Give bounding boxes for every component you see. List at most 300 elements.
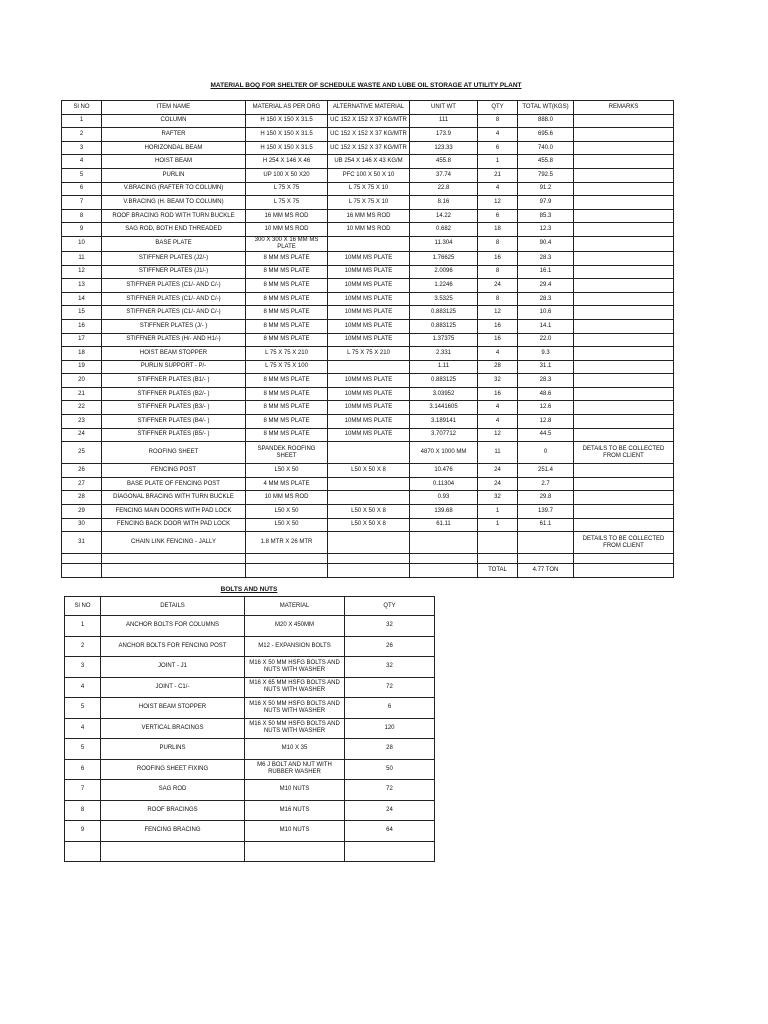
boq-row [62,532,674,554]
remarks-cell [574,196,674,210]
material-cell: 8 MM MS PLATE [246,279,328,293]
material-cell: 16 MM MS ROD [246,209,328,223]
alt-material-cell: UB 254 X 146 X 43 KG/M [328,155,410,169]
boq-row [62,464,674,478]
unit-wt-cell: 1.76625 [410,251,478,265]
material-cell: 300 X 300 X 16 MM MS PLATE [246,236,328,251]
boq-header-row [62,101,674,115]
material-cell: 8 MM MS PLATE [246,374,328,388]
material-cell: L50 X 50 [246,464,328,478]
material-cell: 8 MM MS PLATE [246,251,328,265]
sl-no-cell: 8 [65,800,101,821]
unit-wt-cell: 3.707712 [410,428,478,442]
sl-no-cell: 1 [62,114,102,128]
boq-empty-row [62,554,674,564]
material-cell: UP 100 X 50 X20 [246,168,328,182]
boq-header-material: MATERIAL AS PER DRG [246,101,328,115]
material-cell: M6 J BOLT AND NUT WITH RUBBER WASHER [245,759,345,780]
alt-material-cell [328,491,410,505]
boq-row [62,319,674,333]
total-wt-cell: 888.0 [518,114,574,128]
remarks-cell [574,128,674,142]
qty-cell: 6 [478,209,518,223]
bolts-header-details: DETAILS [101,597,245,616]
total-wt-cell: 251.4 [518,464,574,478]
sl-no-cell: 5 [62,168,102,182]
boq-row [62,155,674,169]
bolts-row [65,657,435,678]
bolts-header-qty: QTY [345,597,435,616]
remarks-cell [574,518,674,532]
unit-wt-cell: 3.189141 [410,415,478,429]
unit-wt-cell: 2.331 [410,347,478,361]
total-wt-cell [518,532,574,554]
total-wt-cell: 740.0 [518,141,574,155]
boq-header-qty: QTY [478,101,518,115]
unit-wt-cell: 37.74 [410,168,478,182]
qty-cell: 12 [478,306,518,320]
item-name-cell: ROOF BRACING ROD WITH TURN BUCKLE [102,209,246,223]
boq-row [62,251,674,265]
boq-row [62,415,674,429]
unit-wt-cell: 4870 X 1000 MM [410,442,478,464]
boq-header-sl-no: Sl NO [62,101,102,115]
item-name-cell: HOIST BEAM STOPPER [102,347,246,361]
item-name-cell: COLUMN [102,114,246,128]
sl-no-cell: 27 [62,477,102,491]
item-name-cell: STIFFNER PLATES (B5/- ) [102,428,246,442]
material-cell: M12 - EXPANSION BOLTS [245,636,345,657]
total-wt-cell: 12.8 [518,415,574,429]
qty-cell: 24 [478,464,518,478]
qty-cell: 24 [478,477,518,491]
empty-cell [328,564,410,578]
sl-no-cell: 14 [62,292,102,306]
remarks-cell [574,292,674,306]
remarks-cell [574,236,674,251]
alt-material-cell: 10MM MS PLATE [328,333,410,347]
alt-material-cell: 10MM MS PLATE [328,374,410,388]
bolts-empty-row [65,841,435,862]
material-cell: L 75 X 75 [246,182,328,196]
unit-wt-cell: 455.8 [410,155,478,169]
unit-wt-cell: 1.11 [410,360,478,374]
item-name-cell: STIFFNER PLATES (H/- AND H1/-) [102,333,246,347]
alt-material-cell: L 75 X 75 X 10 [328,182,410,196]
material-cell: L 75 X 75 [246,196,328,210]
empty-cell [478,554,518,564]
material-cell: 8 MM MS PLATE [246,265,328,279]
remarks-cell [574,347,674,361]
item-name-cell: PURLIN SUPPORT - P/- [102,360,246,374]
material-cell: M16 X 50 MM HSFG BOLTS AND NUTS WITH WASHER [245,718,345,739]
boq-title: MATERIAL BOQ FOR SHELTER OF SCHEDULE WASTE AND LUBE OIL STORAGE AT UTILITY PLANT [210,82,522,89]
alt-material-cell: 10MM MS PLATE [328,415,410,429]
total-wt-cell: 29.8 [518,491,574,505]
empty-cell [246,554,328,564]
unit-wt-cell: 0.93 [410,491,478,505]
bolts-title: BOLTS AND NUTS [220,586,278,593]
sl-no-cell: 18 [62,347,102,361]
item-name-cell: BASE PLATE [102,236,246,251]
bolts-row [65,677,435,698]
unit-wt-cell: 0.883125 [410,374,478,388]
boq-row [62,236,674,251]
total-wt-cell: 31.1 [518,360,574,374]
empty-cell [245,841,345,862]
boq-row [62,518,674,532]
total-wt-cell: 16.1 [518,265,574,279]
qty-cell: 12 [478,196,518,210]
item-name-cell: STIFFNER PLATES (J1/-) [102,265,246,279]
qty-cell: 4 [478,182,518,196]
qty-cell: 4 [478,128,518,142]
qty-cell: 72 [345,780,435,801]
empty-cell [62,564,102,578]
sl-no-cell: 15 [62,306,102,320]
details-cell: FENCING BRACING [101,821,245,842]
sl-no-cell: 4 [65,718,101,739]
qty-cell: 16 [478,319,518,333]
boq-row [62,333,674,347]
item-name-cell: V.BRACING (RAFTER TO COLUMN) [102,182,246,196]
empty-cell [328,554,410,564]
sl-no-cell: 25 [62,442,102,464]
sl-no-cell: 6 [65,759,101,780]
unit-wt-cell: 3.1441605 [410,401,478,415]
sl-no-cell: 17 [62,333,102,347]
empty-cell [518,554,574,564]
details-cell: ANCHOR BOLTS FOR COLUMNS [101,616,245,637]
boq-row [62,360,674,374]
sl-no-cell: 5 [65,739,101,760]
qty-cell: 32 [478,491,518,505]
sl-no-cell: 3 [62,141,102,155]
empty-cell [62,554,102,564]
alt-material-cell: L 75 X 75 X 10 [328,196,410,210]
material-cell: L50 X 50 [246,518,328,532]
empty-cell [246,564,328,578]
unit-wt-cell: 0.883125 [410,306,478,320]
alt-material-cell [328,442,410,464]
total-wt-cell: 22.0 [518,333,574,347]
sl-no-cell: 7 [65,780,101,801]
remarks-cell [574,477,674,491]
unit-wt-cell: 0.883125 [410,319,478,333]
boq-row [62,428,674,442]
unit-wt-cell: 139.68 [410,505,478,519]
unit-wt-cell: 111 [410,114,478,128]
sl-no-cell: 4 [65,677,101,698]
alt-material-cell: 10MM MS PLATE [328,319,410,333]
sl-no-cell: 20 [62,374,102,388]
alt-material-cell: L50 X 50 X 8 [328,464,410,478]
material-cell: L50 X 50 [246,505,328,519]
item-name-cell: V.BRACING (H. BEAM TO COLUMN) [102,196,246,210]
qty-cell: 26 [345,636,435,657]
alt-material-cell: L50 X 50 X 8 [328,505,410,519]
alt-material-cell: 16 MM MS ROD [328,209,410,223]
qty-cell: 11 [478,442,518,464]
boq-row [62,196,674,210]
alt-material-cell: 10MM MS PLATE [328,251,410,265]
alt-material-cell: 10MM MS PLATE [328,292,410,306]
qty-cell: 28 [478,360,518,374]
qty-cell: 8 [478,236,518,251]
boq-row [62,491,674,505]
qty-cell: 32 [345,616,435,637]
qty-cell: 21 [478,168,518,182]
details-cell: VERTICAL BRACINGS [101,718,245,739]
remarks-cell [574,505,674,519]
material-cell: M16 X 50 MM HSFG BOLTS AND NUTS WITH WASHER [245,657,345,678]
empty-cell [102,554,246,564]
qty-cell: 120 [345,718,435,739]
empty-cell [574,554,674,564]
total-wt-cell: 10.6 [518,306,574,320]
alt-material-cell [328,532,410,554]
unit-wt-cell: 22.8 [410,182,478,196]
qty-cell: 4 [478,347,518,361]
bolts-table [64,596,435,862]
boq-row [62,182,674,196]
sl-no-cell: 26 [62,464,102,478]
unit-wt-cell: 10.476 [410,464,478,478]
unit-wt-cell: 3.5325 [410,292,478,306]
sl-no-cell: 16 [62,319,102,333]
total-wt-cell: 792.5 [518,168,574,182]
alt-material-cell: UC 152 X 152 X 37 KG/MTR [328,128,410,142]
sl-no-cell: 28 [62,491,102,505]
item-name-cell: STIFFNER PLATES (J2/-) [102,251,246,265]
sl-no-cell: 12 [62,265,102,279]
boq-total-row [62,564,674,578]
bolts-row [65,698,435,719]
material-cell: 4 MM MS PLATE [246,477,328,491]
total-wt-cell: 61.1 [518,518,574,532]
qty-cell: 1 [478,155,518,169]
details-cell: ANCHOR BOLTS FOR FENCING POST [101,636,245,657]
total-wt-cell: 695.6 [518,128,574,142]
item-name-cell: STIFFNER PLATES (B3/- ) [102,401,246,415]
total-wt-cell: 14.1 [518,319,574,333]
alt-material-cell: 10MM MS PLATE [328,279,410,293]
boq-row [62,505,674,519]
unit-wt-cell: 123.33 [410,141,478,155]
material-cell: 8 MM MS PLATE [246,319,328,333]
item-name-cell: BASE PLATE OF FENCING POST [102,477,246,491]
item-name-cell: STIFFNER PLATES (C1/- AND C/-) [102,292,246,306]
boq-header-remarks: REMARKS [574,101,674,115]
alt-material-cell: PFC 100 X 50 X 10 [328,168,410,182]
remarks-cell [574,114,674,128]
total-wt-cell: 139.7 [518,505,574,519]
sl-no-cell: 9 [62,223,102,237]
empty-cell [102,564,246,578]
sl-no-cell: 21 [62,387,102,401]
empty-cell [410,554,478,564]
material-cell: L 75 X 75 X 100 [246,360,328,374]
qty-cell: 8 [478,265,518,279]
material-cell: H 150 X 150 X 31.5 [246,114,328,128]
qty-cell: 1 [478,505,518,519]
material-cell: M20 X 450MM [245,616,345,637]
sl-no-cell: 19 [62,360,102,374]
unit-wt-cell: 1.37375 [410,333,478,347]
alt-material-cell: UC 152 X 152 X 37 KG/MTR [328,114,410,128]
unit-wt-cell: 0.11304 [410,477,478,491]
remarks-cell [574,141,674,155]
qty-cell: 64 [345,821,435,842]
remarks-cell: DETAILS TO BE COLLECTED FROM CLIENT [574,442,674,464]
sl-no-cell: 31 [62,532,102,554]
alt-material-cell: 10MM MS PLATE [328,306,410,320]
item-name-cell: FENCING BACK DOOR WITH PAD LOCK [102,518,246,532]
alt-material-cell: 10 MM MS ROD [328,223,410,237]
material-cell: H 254 X 146 X 46 [246,155,328,169]
material-cell: H 150 X 150 X 31.5 [246,141,328,155]
bolts-row [65,636,435,657]
alt-material-cell: 10MM MS PLATE [328,265,410,279]
qty-cell: 6 [478,141,518,155]
sl-no-cell: 22 [62,401,102,415]
bolts-row [65,739,435,760]
item-name-cell: STIFFNER PLATES (B4/- ) [102,415,246,429]
remarks-cell [574,155,674,169]
unit-wt-cell: 14.22 [410,209,478,223]
details-cell: JOINT - J1 [101,657,245,678]
sl-no-cell: 30 [62,518,102,532]
material-cell: 1.8 MTR X 26 MTR [246,532,328,554]
material-cell: M10 X 35 [245,739,345,760]
item-name-cell: RAFTER [102,128,246,142]
item-name-cell: ROOFING SHEET [102,442,246,464]
boq-header-alt-material: ALTERNATIVE MATERIAL [328,101,410,115]
bolts-row [65,616,435,637]
bolts-row [65,821,435,842]
boq-row [62,265,674,279]
sl-no-cell: 11 [62,251,102,265]
material-cell: 10 MM MS ROD [246,223,328,237]
bolts-row [65,718,435,739]
remarks-cell [574,182,674,196]
total-wt-cell: 12.6 [518,401,574,415]
qty-cell: 6 [345,698,435,719]
material-cell: M16 X 65 MM HSFG BOLTS AND NUTS WITH WASHER [245,677,345,698]
bolts-row [65,780,435,801]
qty-cell: 16 [478,387,518,401]
sl-no-cell: 1 [65,616,101,637]
sl-no-cell: 13 [62,279,102,293]
boq-row [62,128,674,142]
sl-no-cell: 4 [62,155,102,169]
qty-cell: 8 [478,114,518,128]
empty-cell [65,841,101,862]
details-cell: JOINT - C1/- [101,677,245,698]
boq-row [62,374,674,388]
material-cell: M16 NUTS [245,800,345,821]
total-label: TOTAL [478,564,518,578]
sl-no-cell: 5 [65,698,101,719]
qty-cell: 16 [478,333,518,347]
sl-no-cell: 3 [65,657,101,678]
remarks-cell [574,415,674,429]
bolts-header-row [65,597,435,616]
remarks-cell [574,319,674,333]
qty-cell: 28 [345,739,435,760]
alt-material-cell: 10MM MS PLATE [328,428,410,442]
boq-row [62,141,674,155]
boq-header-total-wt: TOTAL WT(KGS) [518,101,574,115]
item-name-cell: CHAIN LINK FENCING - JALLY [102,532,246,554]
remarks-cell [574,374,674,388]
boq-row [62,306,674,320]
item-name-cell: STIFFNER PLATES (J/- ) [102,319,246,333]
material-cell: SPANDEK ROOFING SHEET [246,442,328,464]
unit-wt-cell: 0.682 [410,223,478,237]
qty-cell: 32 [345,657,435,678]
total-wt-cell: 28.3 [518,251,574,265]
boq-row [62,347,674,361]
material-cell: 8 MM MS PLATE [246,292,328,306]
alt-material-cell: 10MM MS PLATE [328,387,410,401]
sl-no-cell: 9 [65,821,101,842]
total-wt-cell: 29.4 [518,279,574,293]
empty-cell [101,841,245,862]
qty-cell: 24 [345,800,435,821]
bolts-header-sl-no: Sl NO [65,597,101,616]
boq-row [62,114,674,128]
item-name-cell: PURLIN [102,168,246,182]
sl-no-cell: 23 [62,415,102,429]
remarks-cell [574,360,674,374]
item-name-cell: FENCING MAIN DOORS WITH PAD LOCK [102,505,246,519]
material-cell: L 75 X 75 X 210 [246,347,328,361]
boq-row [62,168,674,182]
details-cell: SAG ROD [101,780,245,801]
total-wt-cell: 2.7 [518,477,574,491]
qty-cell: 72 [345,677,435,698]
qty-cell: 16 [478,251,518,265]
material-cell: M10 NUTS [245,821,345,842]
boq-row [62,279,674,293]
item-name-cell: HOIST BEAM [102,155,246,169]
sl-no-cell: 29 [62,505,102,519]
qty-cell: 32 [478,374,518,388]
qty-cell: 4 [478,401,518,415]
remarks-cell [574,464,674,478]
total-wt-cell: 85.3 [518,209,574,223]
item-name-cell: STIFFNER PLATES (C1/- AND C/-) [102,306,246,320]
material-cell: 8 MM MS PLATE [246,428,328,442]
sl-no-cell: 7 [62,196,102,210]
total-wt-cell: 28.3 [518,292,574,306]
qty-cell: 8 [478,292,518,306]
total-wt-cell: 455.8 [518,155,574,169]
sl-no-cell: 2 [65,636,101,657]
qty-cell: 1 [478,518,518,532]
boq-row [62,209,674,223]
material-cell: 8 MM MS PLATE [246,401,328,415]
remarks-cell: DETAILS TO BE COLLECTED FROM CLIENT [574,532,674,554]
total-wt-cell: 12.3 [518,223,574,237]
bolts-header-material: MATERIAL [245,597,345,616]
unit-wt-cell: 2.0096 [410,265,478,279]
unit-wt-cell: 3.03952 [410,387,478,401]
total-value: 4.77 TON [518,564,574,578]
unit-wt-cell: 61.11 [410,518,478,532]
alt-material-cell: L 75 X 75 X 210 [328,347,410,361]
